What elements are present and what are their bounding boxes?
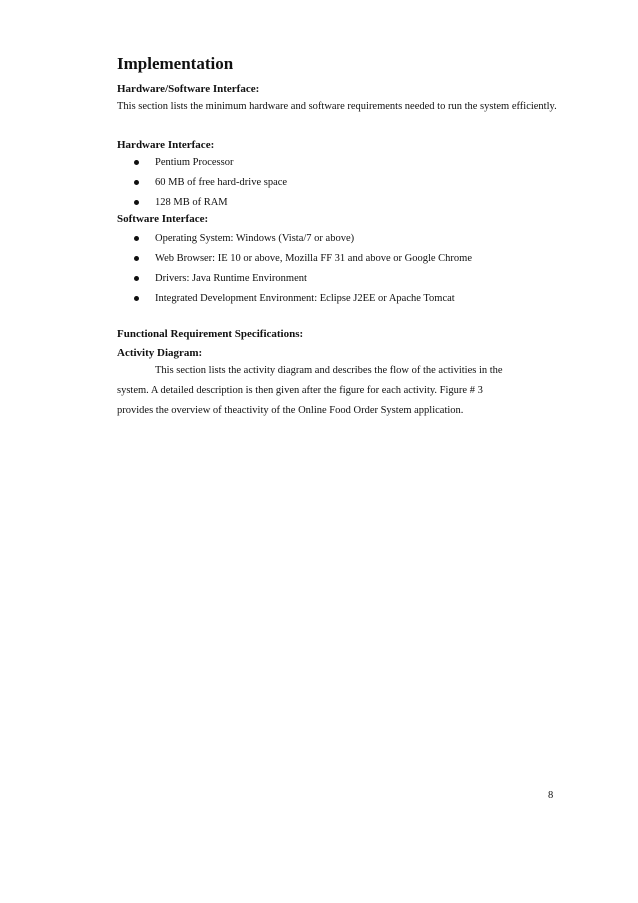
list-item-text: Operating System: Windows (Vista/7 or above) — [155, 233, 355, 244]
bullet-icon — [134, 296, 139, 301]
page-number: 8 — [548, 790, 554, 801]
bullet-icon — [134, 256, 139, 261]
bullet-icon — [134, 180, 139, 185]
list-item-text: Pentium Processor — [155, 157, 234, 168]
software-interface-heading: Software Interface: — [117, 213, 209, 225]
list-item-text: Drivers: Java Runtime Environment — [155, 273, 307, 284]
bullet-icon — [134, 160, 139, 165]
list-item — [117, 292, 472, 312]
bullet-icon — [134, 276, 139, 281]
list-item — [117, 252, 472, 272]
hardware-interface-heading: Hardware Interface: — [117, 139, 215, 151]
list-item-text: Integrated Development Environment: Eclipse J2EE or Apache Tomcat — [155, 293, 455, 304]
functional-requirements-heading: Functional Requirement Specifications: — [117, 328, 304, 340]
bullet-icon — [134, 200, 139, 205]
list-item — [117, 232, 472, 252]
list-item-text: Web Browser: IE 10 or above, Mozilla FF 31 and above or Google Chrome — [155, 253, 473, 264]
list-item — [117, 272, 472, 292]
software-list — [117, 232, 472, 312]
hw-sw-interface-heading: Hardware/Software Interface: — [117, 83, 260, 95]
page-title: Implementation — [117, 54, 234, 73]
hw-sw-intro-text: This section lists the minimum hardware and software requirements needed to run the system efficiently. — [117, 101, 557, 112]
paragraph-line: system. A detailed description is then given after the figure for each activity. Figure # 3 — [117, 385, 483, 396]
paragraph-line: This section lists the activity diagram and describes the flow of the activities in the — [155, 365, 503, 376]
list-item-text: 128 MB of RAM — [155, 197, 228, 208]
activity-description — [117, 361, 537, 421]
list-item-text: 60 MB of free hard-drive space — [155, 177, 288, 188]
list-item — [117, 156, 287, 176]
activity-diagram-heading: Activity Diagram: — [117, 347, 203, 359]
paragraph-line: provides the overview of theactivity of the Online Food Order System application. — [117, 405, 464, 416]
hardware-list — [117, 156, 287, 216]
list-item — [117, 176, 287, 196]
bullet-icon — [134, 236, 139, 241]
